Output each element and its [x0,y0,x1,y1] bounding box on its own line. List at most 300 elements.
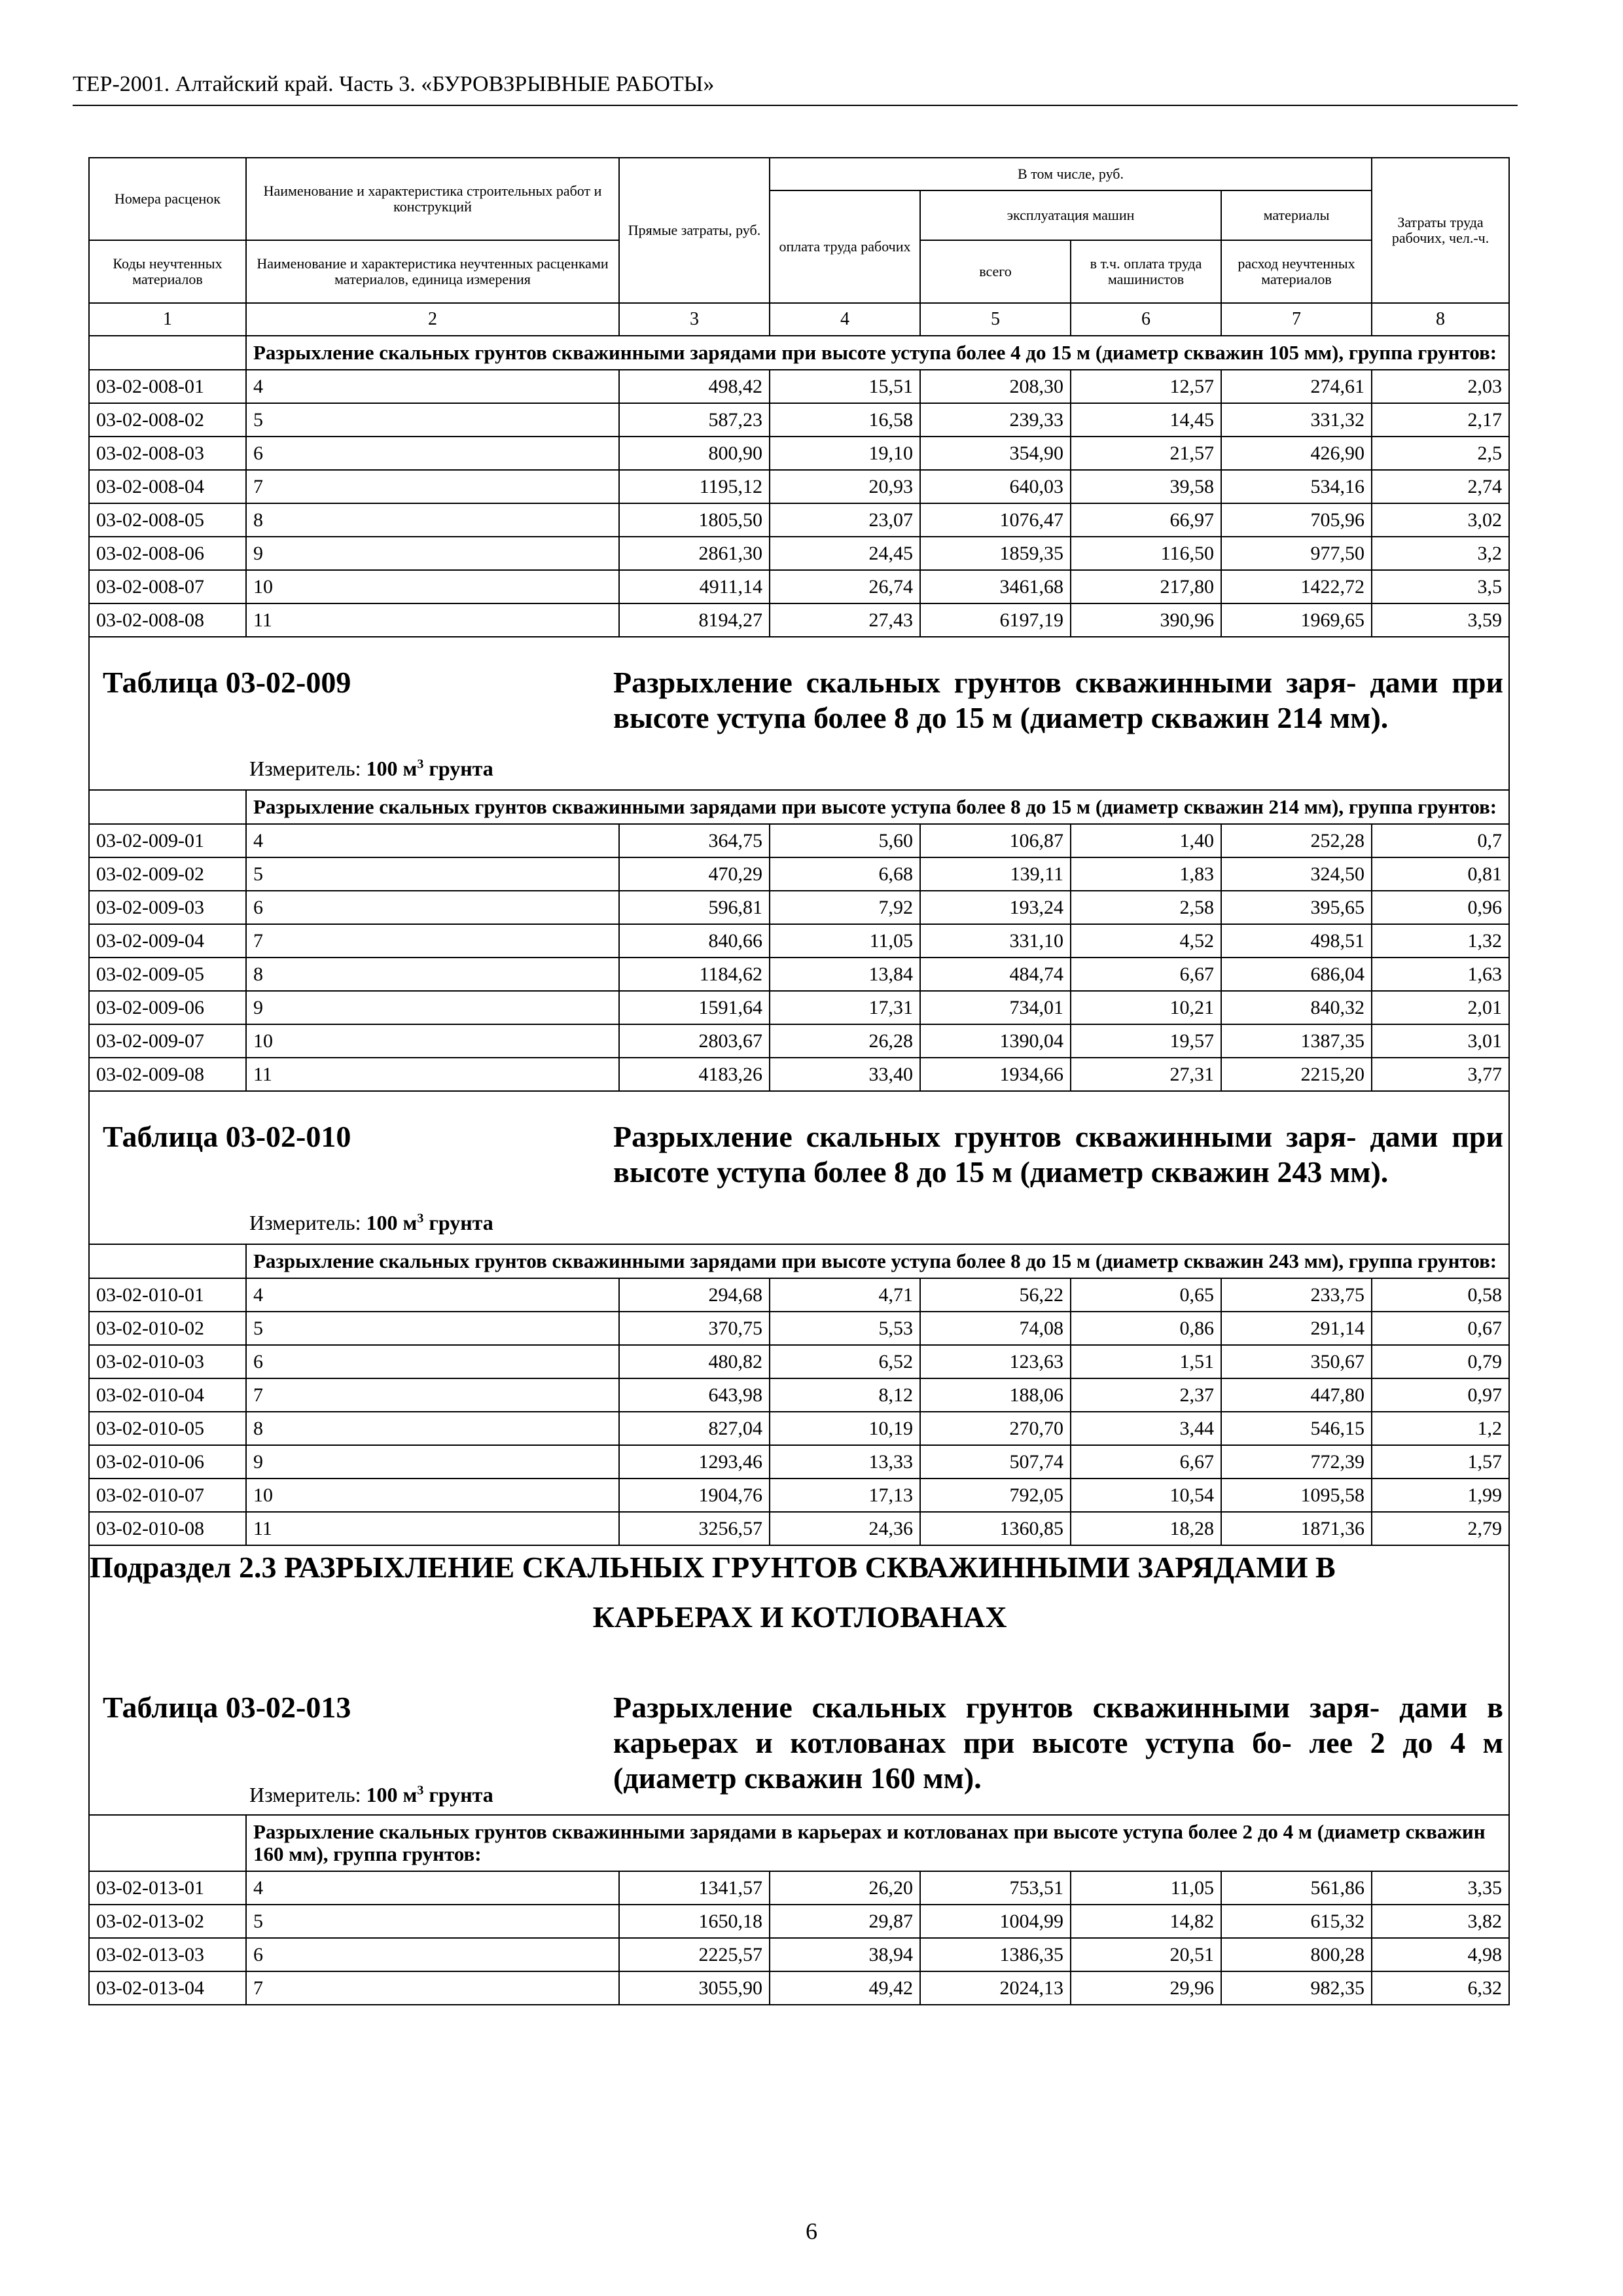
table-title-010 [89,1091,1509,1244]
table-row [89,857,1509,891]
table-row [89,370,1509,403]
value-cell: 188,06 [920,1378,1071,1412]
value-cell: 8194,27 [619,603,770,637]
value-cell: 2,37 [1071,1378,1221,1412]
value-cell: 2,79 [1372,1512,1509,1545]
value-cell: 1,32 [1372,924,1509,958]
value-cell: 17,31 [770,991,920,1024]
rate-code: 03-02-008-03 [89,437,246,470]
value-cell: 1195,12 [619,470,770,503]
value-cell: 13,33 [770,1445,920,1479]
value-cell: 1076,47 [920,503,1071,537]
value-cell: 498,42 [619,370,770,403]
table-row [89,537,1509,570]
value-cell: 0,79 [1372,1345,1509,1378]
table-row [89,1412,1509,1445]
value-cell: 546,15 [1221,1412,1372,1445]
value-cell: 1360,85 [920,1512,1071,1545]
value-cell: 498,51 [1221,924,1372,958]
value-cell: 1,99 [1372,1479,1509,1512]
head-total: всего [920,240,1071,303]
value-cell: 331,10 [920,924,1071,958]
table-title-013 [89,1685,1509,1815]
value-cell: 480,82 [619,1345,770,1378]
page-number: 6 [806,2218,817,2244]
table-title: Разрыхление скальных грунтов скважинными заря- дами при высоте уступа более 8 до 15 м (диаметр скважин 243 мм). [613,1120,1503,1189]
table-row [89,824,1509,857]
table-row [89,1479,1509,1512]
rate-code: 03-02-008-02 [89,403,246,437]
value-cell: 3,44 [1071,1412,1221,1445]
value-cell: 38,94 [770,1938,920,1971]
col-number: 3 [619,303,770,336]
value-cell: 2,01 [1372,991,1509,1024]
value-cell: 6197,19 [920,603,1071,637]
soil-group: 9 [246,1445,619,1479]
soil-group: 10 [246,1024,619,1058]
value-cell: 1095,58 [1221,1479,1372,1512]
soil-group: 8 [246,1412,619,1445]
subsection-heading [89,1545,1509,1685]
rate-code: 03-02-013-01 [89,1871,246,1905]
value-cell: 827,04 [619,1412,770,1445]
value-cell: 2024,13 [920,1971,1071,2005]
table-title: Разрыхление скальных грунтов скважинными заря- дами при высоте уступа более 8 до 15 м (диаметр скважин 214 мм). [613,666,1503,734]
value-cell: 1004,99 [920,1905,1071,1938]
value-cell: 390,96 [1071,603,1221,637]
running-header: ТЕР-2001. Алтайский край. Часть 3. «БУРОВЗРЫВНЫЕ РАБОТЫ» [73,72,715,96]
value-cell: 1386,35 [920,1938,1071,1971]
value-cell: 20,93 [770,470,920,503]
value-cell: 3,82 [1372,1905,1509,1938]
value-cell: 33,40 [770,1058,920,1091]
table-row [89,1938,1509,1971]
col-number: 6 [1071,303,1221,336]
soil-group: 5 [246,1312,619,1345]
table-row [89,1345,1509,1378]
table-label: Таблица 03-02-013 [103,1691,351,1724]
value-cell: 982,35 [1221,1971,1372,2005]
unit-of-measure: Измеритель: 100 $м^3$ грунта [249,1211,493,1234]
value-cell: 1390,04 [920,1024,1071,1058]
value-cell: 2861,30 [619,537,770,570]
col-number: 5 [920,303,1071,336]
value-cell: 3,5 [1372,570,1509,603]
head-direct-costs: Прямые затраты, руб. [619,158,770,303]
group-header-013 [89,1815,1509,1871]
value-cell: 18,28 [1071,1512,1221,1545]
value-cell: 1,51 [1071,1345,1221,1378]
value-cell: 772,39 [1221,1445,1372,1479]
value-cell: 14,45 [1071,403,1221,437]
head-codes: Коды неучтенных материалов [89,240,246,303]
table-label: Таблица 03-02-009 [103,666,351,699]
value-cell: 74,08 [920,1312,1071,1345]
value-cell: 4,71 [770,1278,920,1312]
value-cell: 5,53 [770,1312,920,1345]
value-cell: 1,57 [1372,1445,1509,1479]
value-cell: 14,82 [1071,1905,1221,1938]
soil-group: 4 [246,1278,619,1312]
rate-code: 03-02-008-08 [89,603,246,637]
value-cell: 274,61 [1221,370,1372,403]
value-cell: 26,20 [770,1871,920,1905]
head-including: В том числе, руб. [770,158,1372,190]
rate-code: 03-02-008-05 [89,503,246,537]
table-row [89,1512,1509,1545]
value-cell: 1422,72 [1221,570,1372,603]
value-cell: 484,74 [920,958,1071,991]
value-cell: 1,63 [1372,958,1509,991]
col-number: 2 [246,303,619,336]
value-cell: 16,58 [770,403,920,437]
table-row [89,1871,1509,1905]
head-work-name: Наименование и характеристика строительных работ и конструкций [246,158,619,240]
value-cell: 587,23 [619,403,770,437]
value-cell: 6,52 [770,1345,920,1378]
soil-group: 8 [246,958,619,991]
value-cell: 800,90 [619,437,770,470]
rate-code: 03-02-009-04 [89,924,246,958]
value-cell: 3,2 [1372,537,1509,570]
soil-group: 5 [246,403,619,437]
unit-of-measure: Измеритель: 100 $м^3$ грунта [249,757,493,780]
value-cell: 0,86 [1071,1312,1221,1345]
value-cell: 15,51 [770,370,920,403]
rate-code: 03-02-010-05 [89,1412,246,1445]
table-row [89,1024,1509,1058]
rate-code: 03-02-010-01 [89,1278,246,1312]
table-row [89,958,1509,991]
value-cell: 2,5 [1372,437,1509,470]
value-cell: 0,67 [1372,1312,1509,1345]
rate-code: 03-02-008-07 [89,570,246,603]
group-text: Разрыхление скальных грунтов скважинными зарядами при высоте уступа более 8 до 15 м (диаметр скважин 214 мм), группа грунтов: [246,790,1509,824]
rate-code: 03-02-009-01 [89,824,246,857]
value-cell: 10,54 [1071,1479,1221,1512]
value-cell: 792,05 [920,1479,1071,1512]
subsection-title-line1: Подраздел 2.3 РАЗРЫХЛЕНИЕ СКАЛЬНЫХ ГРУНТОВ СКВАЖИННЫМИ ЗАРЯДАМИ В [90,1551,1336,1584]
value-cell: 2,03 [1372,370,1509,403]
soil-group: 6 [246,1345,619,1378]
rate-code: 03-02-013-04 [89,1971,246,2005]
rate-code: 03-02-009-05 [89,958,246,991]
value-cell: 3,59 [1372,603,1509,637]
value-cell: 370,75 [619,1312,770,1345]
value-cell: 3055,90 [619,1971,770,2005]
value-cell: 977,50 [1221,537,1372,570]
table-title: Разрыхление скальных грунтов скважинными заря- дами в карьерах и котлованах при высоте уступа бо- лее 2 до 4 м (диаметр скважин 160 мм). [613,1691,1503,1795]
value-cell: 20,51 [1071,1938,1221,1971]
value-cell: 3,35 [1372,1871,1509,1905]
rate-code: 03-02-013-03 [89,1938,246,1971]
soil-group: 6 [246,891,619,924]
value-cell: 106,87 [920,824,1071,857]
value-cell: 1904,76 [619,1479,770,1512]
table-row [89,1278,1509,1312]
soil-group: 11 [246,603,619,637]
value-cell: 66,97 [1071,503,1221,537]
group-text: Разрыхление скальных грунтов скважинными зарядами при высоте уступа более 8 до 15 м (диаметр скважин 243 мм), группа грунтов: [246,1244,1509,1278]
soil-group: 11 [246,1058,619,1091]
head-machines: эксплуатация машин [920,190,1221,240]
header-rule [73,105,1518,106]
head-rate-no: Номера расценок [89,158,246,240]
value-cell: 1,40 [1071,824,1221,857]
value-cell: 1934,66 [920,1058,1071,1091]
soil-group: 6 [246,1938,619,1971]
value-cell: 640,03 [920,470,1071,503]
value-cell: 1,2 [1372,1412,1509,1445]
value-cell: 324,50 [1221,857,1372,891]
value-cell: 364,75 [619,824,770,857]
value-cell: 23,07 [770,503,920,537]
value-cell: 24,36 [770,1512,920,1545]
value-cell: 0,81 [1372,857,1509,891]
value-cell: 208,30 [920,370,1071,403]
head-unaccounted-names: Наименование и характеристика неучтенных расценками материалов, единица измерения [246,240,619,303]
value-cell: 1969,65 [1221,603,1372,637]
value-cell: 4911,14 [619,570,770,603]
value-cell: 291,14 [1221,1312,1372,1345]
value-cell: 3,77 [1372,1058,1509,1091]
rate-code: 03-02-008-06 [89,537,246,570]
value-cell: 27,31 [1071,1058,1221,1091]
value-cell: 447,80 [1221,1378,1372,1412]
rate-code: 03-02-010-08 [89,1512,246,1545]
value-cell: 2,58 [1071,891,1221,924]
unit-of-measure: Измеритель: 100 $м^3$ грунта [249,1783,493,1806]
subsection-title-line2: КАРЬЕРАХ И КОТЛОВАНАХ [592,1600,1007,1634]
soil-group: 9 [246,537,619,570]
table-row [89,503,1509,537]
value-cell: 753,51 [920,1871,1071,1905]
value-cell: 643,98 [619,1378,770,1412]
rate-code: 03-02-010-03 [89,1345,246,1378]
head-labor-costs: Затраты труда рабочих, чел.-ч. [1372,158,1509,303]
soil-group: 7 [246,1378,619,1412]
rate-code: 03-02-010-07 [89,1479,246,1512]
value-cell: 26,74 [770,570,920,603]
value-cell: 6,67 [1071,1445,1221,1479]
soil-group: 7 [246,1971,619,2005]
value-cell: 116,50 [1071,537,1221,570]
value-cell: 4,98 [1372,1938,1509,1971]
value-cell: 734,01 [920,991,1071,1024]
table-row [89,891,1509,924]
soil-group: 7 [246,924,619,958]
value-cell: 21,57 [1071,437,1221,470]
soil-group: 11 [246,1512,619,1545]
rate-code: 03-02-010-06 [89,1445,246,1479]
value-cell: 1,83 [1071,857,1221,891]
value-cell: 26,28 [770,1024,920,1058]
value-cell: 615,32 [1221,1905,1372,1938]
head-materials: материалы [1221,190,1372,240]
value-cell: 507,74 [920,1445,1071,1479]
value-cell: 0,7 [1372,824,1509,857]
value-cell: 354,90 [920,437,1071,470]
value-cell: 19,57 [1071,1024,1221,1058]
value-cell: 56,22 [920,1278,1071,1312]
table-row [89,1312,1509,1345]
table-title-009 [89,637,1509,790]
col-number: 7 [1221,303,1372,336]
table-row [89,1058,1509,1091]
value-cell: 840,66 [619,924,770,958]
value-cell: 4,52 [1071,924,1221,958]
value-cell: 252,28 [1221,824,1372,857]
table-row [89,437,1509,470]
soil-group: 6 [246,437,619,470]
value-cell: 11,05 [770,924,920,958]
value-cell: 0,97 [1372,1378,1509,1412]
value-cell: 1591,64 [619,991,770,1024]
value-cell: 17,13 [770,1479,920,1512]
value-cell: 270,70 [920,1412,1071,1445]
value-cell: 2225,57 [619,1938,770,1971]
value-cell: 6,68 [770,857,920,891]
value-cell: 239,33 [920,403,1071,437]
soil-group: 9 [246,991,619,1024]
group-text: Разрыхление скальных грунтов скважинными зарядами в карьерах и котлованах при высоте уступа более 2 до 4 м (диаметр скважин 160 мм), группа грунтов: [246,1815,1509,1871]
soil-group: 4 [246,1871,619,1905]
value-cell: 840,32 [1221,991,1372,1024]
head-operators-pay: в т.ч. оплата труда машинистов [1071,240,1221,303]
value-cell: 5,60 [770,824,920,857]
value-cell: 596,81 [619,891,770,924]
soil-group: 4 [246,824,619,857]
table-label: Таблица 03-02-010 [103,1120,351,1153]
value-cell: 2,74 [1372,470,1509,503]
table-row [89,603,1509,637]
value-cell: 3256,57 [619,1512,770,1545]
rate-code: 03-02-009-07 [89,1024,246,1058]
value-cell: 1341,57 [619,1871,770,1905]
value-cell: 4183,26 [619,1058,770,1091]
value-cell: 19,10 [770,437,920,470]
soil-group: 10 [246,570,619,603]
value-cell: 395,65 [1221,891,1372,924]
value-cell: 2,17 [1372,403,1509,437]
table-row [89,1905,1509,1938]
value-cell: 29,87 [770,1905,920,1938]
value-cell: 331,32 [1221,403,1372,437]
rate-code: 03-02-008-04 [89,470,246,503]
value-cell: 193,24 [920,891,1071,924]
table-head [89,158,1509,303]
value-cell: 294,68 [619,1278,770,1312]
value-cell: 0,58 [1372,1278,1509,1312]
value-cell: 39,58 [1071,470,1221,503]
rate-code: 03-02-008-01 [89,370,246,403]
value-cell: 8,12 [770,1378,920,1412]
column-numbers-row [89,303,1509,336]
value-cell: 470,29 [619,857,770,891]
rate-code: 03-02-010-04 [89,1378,246,1412]
value-cell: 1293,46 [619,1445,770,1479]
soil-group: 5 [246,1905,619,1938]
head-unaccounted-use: расход неучтенных материалов [1221,240,1372,303]
value-cell: 2803,67 [619,1024,770,1058]
col-number: 8 [1372,303,1509,336]
table-row [89,470,1509,503]
group-text: Разрыхление скальных грунтов скважинными зарядами при высоте уступа более 4 до 15 м (диаметр скважин 105 мм), группа грунтов: [246,336,1509,370]
value-cell: 1871,36 [1221,1512,1372,1545]
value-cell: 12,57 [1071,370,1221,403]
rate-code: 03-02-009-06 [89,991,246,1024]
table-row [89,403,1509,437]
rate-code: 03-02-009-02 [89,857,246,891]
value-cell: 3461,68 [920,570,1071,603]
value-cell: 123,63 [920,1345,1071,1378]
value-cell: 3,02 [1372,503,1509,537]
value-cell: 49,42 [770,1971,920,2005]
soil-group: 5 [246,857,619,891]
value-cell: 686,04 [1221,958,1372,991]
table-row [89,570,1509,603]
soil-group: 7 [246,470,619,503]
value-cell: 7,92 [770,891,920,924]
value-cell: 705,96 [1221,503,1372,537]
value-cell: 561,86 [1221,1871,1372,1905]
value-cell: 139,11 [920,857,1071,891]
head-labor-pay: оплата труда рабочих [770,190,920,303]
value-cell: 2215,20 [1221,1058,1372,1091]
table-row [89,924,1509,958]
table-row [89,1971,1509,2005]
value-cell: 1184,62 [619,958,770,991]
table-row [89,1378,1509,1412]
value-cell: 217,80 [1071,570,1221,603]
value-cell: 13,84 [770,958,920,991]
value-cell: 800,28 [1221,1938,1372,1971]
value-cell: 1859,35 [920,537,1071,570]
group-header-008 [89,336,1509,370]
value-cell: 6,67 [1071,958,1221,991]
value-cell: 1650,18 [619,1905,770,1938]
value-cell: 426,90 [1221,437,1372,470]
rate-code: 03-02-009-03 [89,891,246,924]
value-cell: 10,21 [1071,991,1221,1024]
value-cell: 0,96 [1372,891,1509,924]
value-cell: 1387,35 [1221,1024,1372,1058]
col-number: 4 [770,303,920,336]
rates-table [88,157,1510,2005]
group-header-009 [89,790,1509,824]
soil-group: 8 [246,503,619,537]
value-cell: 27,43 [770,603,920,637]
col-number: 1 [89,303,246,336]
value-cell: 350,67 [1221,1345,1372,1378]
value-cell: 10,19 [770,1412,920,1445]
table-row [89,1445,1509,1479]
value-cell: 29,96 [1071,1971,1221,2005]
value-cell: 1805,50 [619,503,770,537]
value-cell: 0,65 [1071,1278,1221,1312]
soil-group: 10 [246,1479,619,1512]
table-row [89,991,1509,1024]
value-cell: 534,16 [1221,470,1372,503]
soil-group: 4 [246,370,619,403]
value-cell: 6,32 [1372,1971,1509,2005]
rate-code: 03-02-009-08 [89,1058,246,1091]
value-cell: 233,75 [1221,1278,1372,1312]
value-cell: 24,45 [770,537,920,570]
rate-code: 03-02-010-02 [89,1312,246,1345]
value-cell: 11,05 [1071,1871,1221,1905]
value-cell: 3,01 [1372,1024,1509,1058]
